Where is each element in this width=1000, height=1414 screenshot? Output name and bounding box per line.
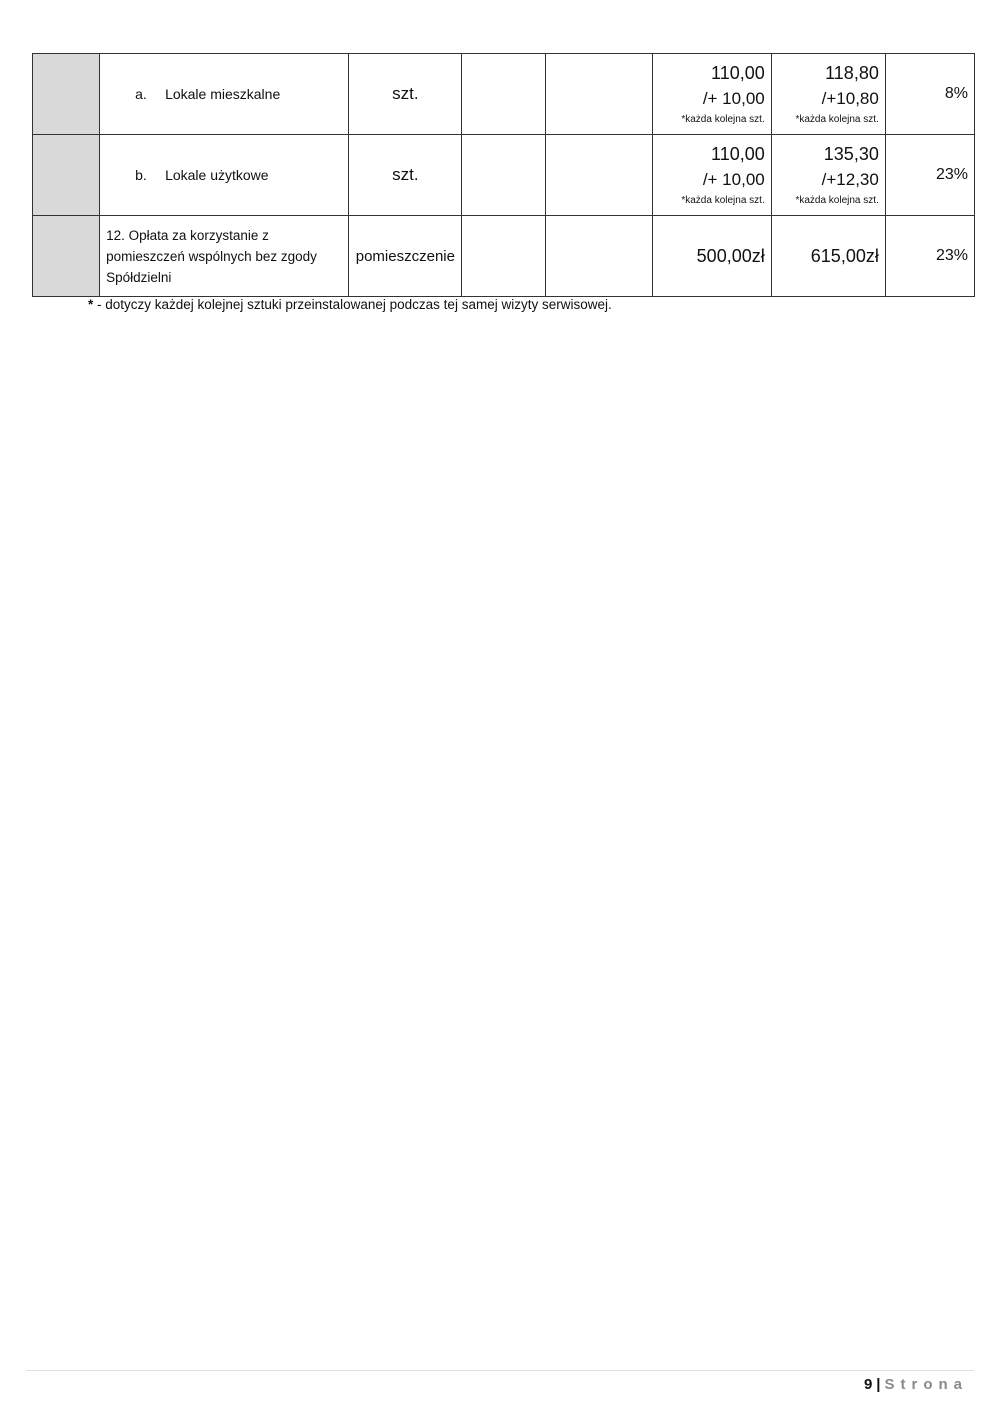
footnote	[88, 297, 612, 312]
net-extra-price: /+ 10,00	[702, 170, 765, 189]
net-price: 110,00	[711, 63, 765, 83]
unit-cell: szt.	[349, 54, 462, 135]
table-row	[33, 216, 975, 297]
item-letter: a.	[135, 86, 147, 102]
footnote-text: - dotyczy każdej kolejnej sztuki przeinstalowanej podczas tej samej wizyty serwisowej.	[93, 297, 612, 312]
empty-cell	[545, 216, 652, 297]
gross-extra-price: /+12,30	[821, 170, 879, 189]
gross-price: 118,80	[825, 63, 879, 83]
net-price-cell	[652, 135, 771, 216]
page-footer	[864, 1376, 968, 1393]
gross-price-note: *każda kolejna szt.	[795, 195, 879, 206]
empty-cell	[462, 135, 545, 216]
vat-cell: 8%	[885, 54, 974, 135]
empty-cell	[545, 135, 652, 216]
net-price: 500,00zł	[652, 216, 771, 297]
item-label-cell	[100, 54, 349, 135]
gross-price: 135,30	[823, 144, 879, 164]
unit-cell: pomieszczenie	[349, 216, 462, 297]
item-label-cell	[100, 135, 349, 216]
item-label: Lokale mieszkalne	[165, 86, 281, 102]
gross-extra-price: /+10,80	[821, 89, 879, 108]
row-marker-cell	[33, 135, 100, 216]
row-marker-cell	[33, 54, 100, 135]
vat-cell: 23%	[885, 216, 974, 297]
footer-separator: |	[876, 1376, 881, 1393]
gross-price: 615,00zł	[771, 216, 885, 297]
row-marker-cell	[33, 216, 100, 297]
table-row	[33, 135, 975, 216]
page-number: 9	[863, 1376, 873, 1393]
net-extra-price: /+ 10,00	[702, 89, 765, 108]
gross-price-cell	[771, 135, 885, 216]
footer-divider	[26, 1370, 974, 1371]
gross-price-note: *każda kolejna szt.	[795, 114, 879, 125]
unit-cell: szt.	[349, 135, 462, 216]
page-word: Strona	[884, 1376, 968, 1393]
item-label: Lokale użytkowe	[165, 167, 269, 183]
net-price-cell	[652, 54, 771, 135]
empty-cell	[545, 54, 652, 135]
gross-price-cell	[771, 54, 885, 135]
empty-cell	[462, 216, 545, 297]
net-price: 110,00	[711, 144, 765, 164]
net-price-note: *każda kolejna szt.	[681, 195, 765, 206]
empty-cell	[462, 54, 545, 135]
footnote-marker: *	[88, 297, 94, 312]
vat-cell: 23%	[885, 135, 974, 216]
price-table	[32, 53, 975, 297]
item-description: 12. Opłata za korzystanie z pomieszczeń wspólnych bez zgody Spółdzielni	[100, 216, 349, 297]
net-price-note: *każda kolejna szt.	[681, 114, 765, 125]
table-row	[33, 54, 975, 135]
item-letter: b.	[135, 167, 147, 183]
